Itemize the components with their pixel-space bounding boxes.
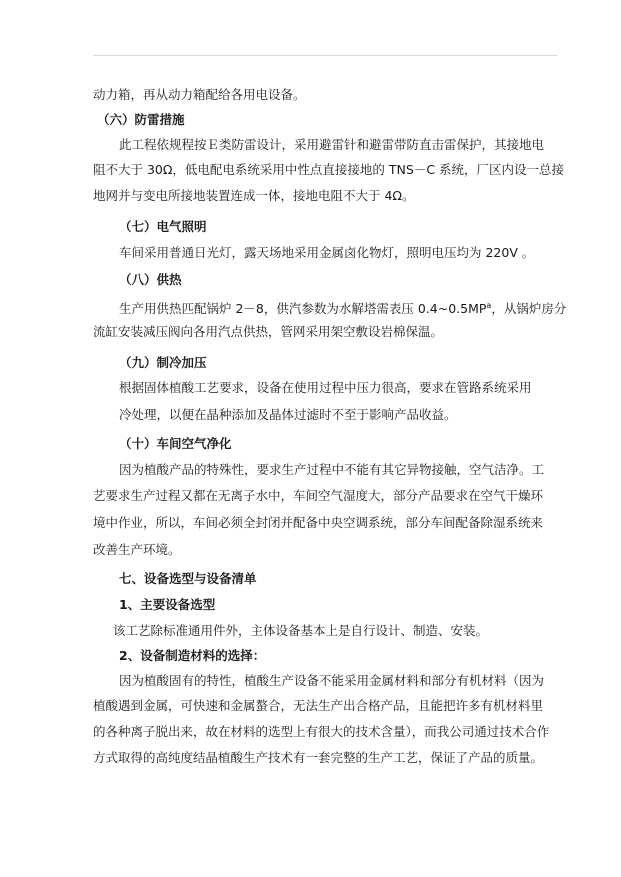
paragraph-line: 的各种离子脱出来，故在材料的选型上有很大的技术含量），而我公司通过技术合作	[93, 724, 550, 739]
subsection-heading-main-equipment: 1、主要设备选型	[119, 597, 216, 612]
subsection-heading-materials: 2、设备制造材料的选择：	[119, 648, 266, 663]
unit-suffix: a	[486, 301, 492, 310]
section-heading-heating: （八）供热	[119, 272, 182, 287]
paragraph-line: 因为植酸固有的特性，植酸生产设备不能采用金属材料和部分有机材料（因为	[119, 673, 545, 688]
paragraph-line: 因为植酸产品的特殊性，要求生产过程中不能有其它异物接触，空气洁净。工	[119, 462, 545, 477]
section-heading-air-purification: （十）车间空气净化	[119, 436, 232, 451]
paragraph-line: 植酸遇到金属，可快速和金属螯合，无法生产出合格产品，且能把许多有机材料里	[93, 698, 544, 713]
paragraph-line: 境中作业，所以，车间必须全封闭并配备中央空调系统，部分车间配备除湿系统来	[93, 515, 544, 530]
paragraph-line: 艺要求生产过程又都在无离子水中，车间空气湿度大，部分产品要求在空气干燥环	[93, 488, 544, 503]
paragraph-line: 方式取得的高纯度结晶植酸生产技术有一套完整的生产工艺，保证了产品的质量。	[93, 750, 544, 765]
chapter-heading-equipment: 七、设备选型与设备清单	[119, 571, 257, 586]
paragraph-text: ，从锅炉房分	[491, 301, 567, 317]
paragraph-text: 生产用供热匹配锅炉 2－8，供汽参数为水解塔需表压 0.4~0.5MP	[119, 301, 487, 317]
paragraph-line: 改善生产环境。	[93, 542, 181, 557]
section-heading-electric-lighting: （七）电气照明	[119, 219, 207, 234]
section-heading-lightning-protection: （六）防雷措施	[97, 112, 185, 127]
header-rule	[93, 55, 557, 56]
paragraph-line: 冷处理，以便在晶种添加及晶体过滤时不至于影响产品收益。	[119, 407, 457, 422]
paragraph-line: 该工艺除标准通用件外，主体设备基本上是自行设计、制造、安装。	[113, 623, 489, 638]
paragraph-line: 流缸安装减压阀向各用汽点供热，管网采用架空敷设岩棉保温。	[93, 324, 444, 339]
paragraph-line: 此工程依规程按Ｅ类防雷设计，采用避雷针和避雷带防直击雷保护，其接地电	[119, 137, 545, 152]
paragraph-line: 车间采用普通日光灯，露天场地采用金属卤化物灯，照明电压均为 220V 。	[119, 245, 535, 260]
section-heading-refrigeration: （九）制冷加压	[119, 355, 207, 370]
paragraph-line: 根据固体植酸工艺要求，设备在使用过程中压力很高，要求在管路系统采用	[119, 380, 532, 395]
paragraph-line: 阻不大于 30Ω，低电配电系统采用中性点直接接地的 TNS－C 系统，厂区内设一总接	[93, 162, 565, 177]
paragraph-line: 动力箱，再从动力箱配给各用电设备。	[93, 87, 306, 102]
paragraph-line	[119, 298, 566, 317]
paragraph-line: 地网并与变电所接地装置连成一体，接地电阻不大于 4Ω。	[93, 188, 415, 203]
